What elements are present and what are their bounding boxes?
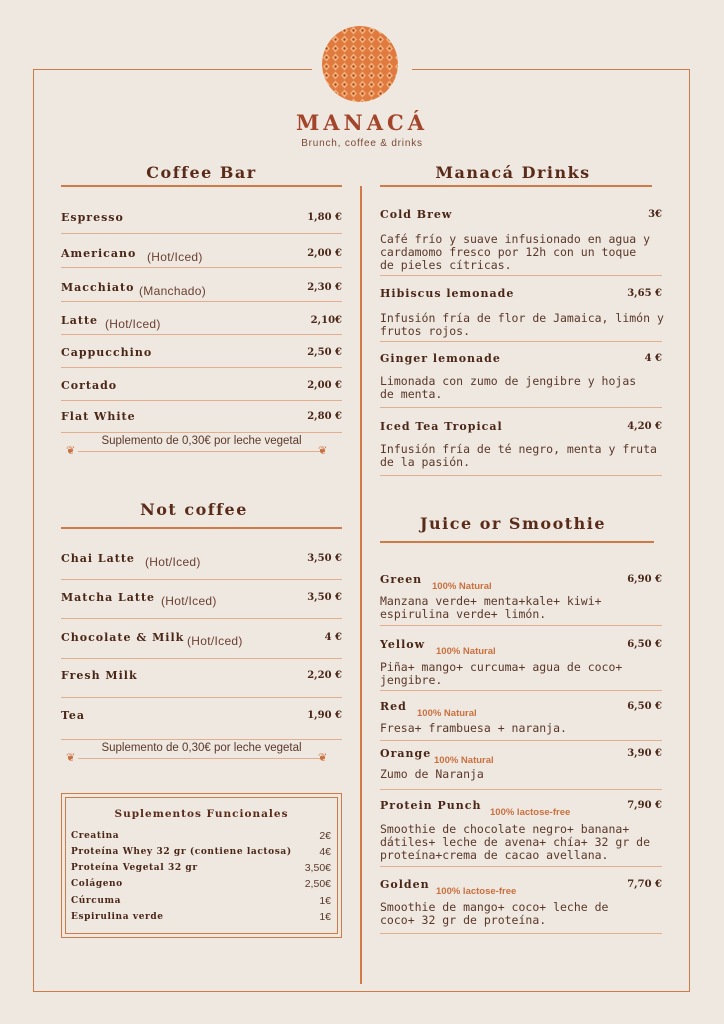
supplement-name: Cúrcuma	[71, 896, 122, 906]
natural-badge: 100% Natural	[436, 646, 496, 657]
item-divider	[380, 740, 662, 741]
drink-name: Golden	[380, 878, 430, 891]
drink-price: 6,50 €	[627, 701, 662, 712]
menu-item-price: 2,20 €	[307, 670, 342, 681]
menu-item-price: 2,50 €	[307, 347, 342, 358]
drink-description: Smoothie de mango+ coco+ leche de	[380, 900, 609, 914]
item-divider	[380, 789, 662, 790]
menu-item-note: (Hot/Iced)	[145, 555, 201, 569]
drink-price: 3,65 €	[627, 288, 662, 299]
menu-item-note: (Hot/Iced)	[161, 594, 217, 608]
drink-tag-wrap	[411, 701, 477, 720]
divider	[61, 432, 342, 433]
drink-name: Cold Brew	[380, 208, 453, 221]
drink-name: Ginger lemonade	[380, 352, 501, 365]
menu-item-price: 1,80 €	[307, 212, 342, 223]
item-divider	[380, 690, 662, 691]
not-coffee-supplement-note: Suplemento de 0,30€ por leche vegetal	[101, 742, 302, 754]
drink-tag-wrap	[430, 639, 496, 658]
drink-description: jengibre.	[380, 673, 443, 687]
coffee-supplement-note: Suplemento de 0,30€ por leche vegetal	[101, 435, 302, 447]
supplement-price: 1€	[319, 895, 331, 907]
supplement-name: Proteína Vegetal 32 gr	[71, 863, 198, 873]
item-divider	[380, 275, 662, 276]
heading-underline	[61, 185, 342, 187]
column-divider	[360, 186, 362, 984]
not-coffee-heading: Not coffee	[140, 500, 248, 519]
drink-price: 3€	[648, 209, 662, 220]
drink-description: coco+ 32 gr de proteína.	[380, 913, 547, 927]
supplement-name: Proteína Whey 32 gr (contiene lactosa)	[71, 847, 292, 857]
drink-description: Zumo de Naranja	[380, 767, 484, 781]
drink-description: de la pasión.	[380, 455, 471, 469]
heading-underline	[380, 541, 654, 543]
leaf-icon: ❦	[66, 751, 76, 764]
menu-item-note: (Hot/Iced)	[187, 634, 243, 648]
drink-tag-wrap	[430, 879, 516, 898]
drink-price: 7,70 €	[627, 879, 662, 890]
menu-item-name: Matcha Latte	[61, 591, 156, 604]
menu-item-name: Americano	[61, 247, 137, 260]
supplement-name: Colágeno	[71, 879, 123, 889]
menu-item-name: Macchiato	[61, 281, 135, 294]
drink-price: 6,90 €	[627, 574, 662, 585]
natural-badge: 100% lactose-free	[490, 807, 571, 818]
leaf-icon: ❦	[318, 444, 328, 457]
menu-item-note: (Hot/Iced)	[105, 317, 161, 331]
drink-description: espirulina verde+ limón.	[380, 607, 547, 621]
supplement-price: 1€	[319, 911, 331, 923]
menu-item-name: Latte	[61, 314, 99, 327]
coffee-bar-heading: Coffee Bar	[146, 163, 257, 182]
item-divider	[61, 301, 342, 302]
drink-description: Fresa+ frambuesa + naranja.	[380, 721, 567, 735]
drink-price: 4 €	[644, 353, 662, 364]
leaf-icon: ❦	[318, 751, 328, 764]
item-divider	[61, 233, 342, 234]
drink-name: Protein Punch	[380, 799, 482, 812]
natural-badge: 100% lactose-free	[436, 886, 517, 897]
menu-item-note-wrap	[153, 590, 217, 609]
menu-item-name: Cortado	[61, 379, 118, 392]
supplement-price: 4€	[319, 846, 331, 858]
item-divider	[61, 579, 342, 580]
item-divider	[380, 625, 662, 626]
menu-item-name: Chocolate & Milk	[61, 631, 185, 644]
menu-item-name: Cappucchino	[61, 346, 153, 359]
drink-tag-wrap	[484, 800, 570, 819]
menu-item-note-wrap	[137, 551, 201, 570]
natural-badge: 100% Natural	[434, 755, 494, 766]
supplement-price: 2€	[319, 830, 331, 842]
menu-item-price: 2,80 €	[307, 411, 342, 422]
supplement-name: Espirulina verde	[71, 912, 164, 922]
drink-name: Green	[380, 573, 423, 586]
drink-name: Iced Tea Tropical	[380, 420, 503, 433]
menu-item-price: 3,50 €	[307, 553, 342, 564]
menu-item-note: (Hot/Iced)	[147, 250, 203, 264]
item-divider	[61, 618, 342, 619]
drink-price: 7,90 €	[627, 800, 662, 811]
item-divider	[61, 367, 342, 368]
drink-price: 6,50 €	[627, 639, 662, 650]
drink-description: Infusión fría de flor de Jamaica, limón y	[380, 311, 664, 325]
item-divider	[61, 334, 342, 335]
drink-tag-wrap	[428, 748, 494, 767]
menu-item-name: Flat White	[61, 410, 136, 423]
menu-item-name: Tea	[61, 709, 86, 722]
drink-name: Red	[380, 700, 407, 713]
menu-item-note-wrap	[139, 246, 203, 265]
heading-underline	[61, 527, 342, 529]
brand-tagline: Brunch, coffee & drinks	[301, 138, 423, 149]
menu-item-name: Chai Latte	[61, 552, 135, 565]
drink-name: Orange	[380, 747, 432, 760]
divider	[78, 758, 325, 759]
brand-name: MANACÁ	[295, 110, 429, 135]
menu-item-price: 2,30 €	[307, 282, 342, 293]
menu-item-price: 2,10€	[310, 315, 342, 326]
menu-item-price: 2,00 €	[307, 248, 342, 259]
menu-item-price: 2,00 €	[307, 380, 342, 391]
drink-description: Infusión fría de té negro, menta y fruta	[380, 442, 657, 456]
divider	[61, 739, 342, 740]
supplement-name: Creatina	[71, 831, 120, 841]
drink-description: Café frío y suave infusionado en agua y	[380, 232, 651, 246]
item-divider	[380, 475, 662, 476]
menu-item-price: 1,90 €	[307, 710, 342, 721]
natural-badge: 100% Natural	[432, 581, 492, 592]
menu-item-price: 4 €	[324, 632, 342, 643]
item-divider	[380, 407, 662, 408]
menu-item-note-wrap	[179, 630, 243, 649]
drink-description: frutos rojos.	[380, 324, 471, 338]
drink-description: de menta.	[380, 387, 443, 401]
menu-item-name: Espresso	[61, 211, 124, 224]
drink-price: 3,90 €	[627, 748, 662, 759]
drink-description: Piña+ mango+ curcuma+ agua de coco+	[380, 660, 623, 674]
menu-item-note: (Manchado)	[139, 284, 207, 298]
item-divider	[380, 866, 662, 867]
item-divider	[380, 933, 662, 934]
menu-item-price: 3,50 €	[307, 592, 342, 603]
manaca-drinks-heading: Manacá Drinks	[435, 163, 591, 182]
drink-name: Hibiscus lemonade	[380, 287, 515, 300]
juice-heading: Juice or Smoothie	[419, 514, 607, 533]
item-divider	[61, 267, 342, 268]
drink-tag-wrap	[426, 574, 492, 593]
item-divider	[61, 697, 342, 698]
drink-description: Smoothie de chocolate negro+ banana+	[380, 822, 630, 836]
drink-description: cardamomo fresco por 12h con un toque	[380, 245, 637, 259]
heading-underline	[380, 185, 652, 187]
supplement-price: 3,50€	[304, 862, 331, 874]
natural-badge: 100% Natural	[417, 708, 477, 719]
menu-item-note-wrap	[131, 280, 206, 299]
drink-description: dátiles+ leche de avena+ chía+ 32 gr de	[380, 835, 651, 849]
drink-price: 4,20 €	[627, 421, 662, 432]
menu-item-name: Fresh Milk	[61, 669, 138, 682]
drink-name: Yellow	[380, 638, 426, 651]
logo-pattern-icon	[322, 26, 398, 102]
leaf-icon: ❦	[66, 444, 76, 457]
supplements-title: Suplementos Funcionales	[114, 808, 289, 820]
drink-description: de pieles cítricas.	[380, 258, 512, 272]
drink-description: Manzana verde+ menta+kale+ kiwi+	[380, 594, 602, 608]
item-divider	[380, 341, 662, 342]
drink-description: Limonada con zumo de jengibre y hojas	[380, 374, 637, 388]
drink-description: proteína+crema de cacao avellana.	[380, 848, 609, 862]
item-divider	[61, 400, 342, 401]
menu-item-note-wrap	[97, 313, 161, 332]
supplement-price: 2,50€	[304, 878, 331, 890]
divider	[78, 451, 325, 452]
item-divider	[61, 658, 342, 659]
